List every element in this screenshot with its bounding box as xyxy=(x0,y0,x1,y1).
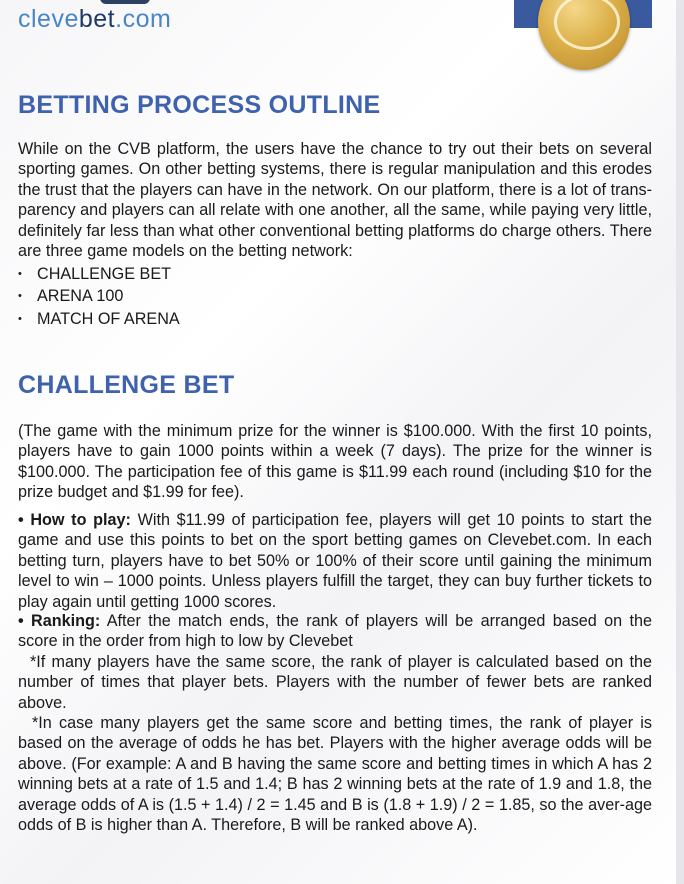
ranking-note-2: *In case many players get the same score and betting times, the rank of player is based on the average of odds he has bet. Players with the higher average odds will be above. (For example: A and B having the same score and betting times in which A has 2 winning bets at a rate of 1.5 and 1.4; B has 2 winning bets at the rate of 1.9 and 1.8, the average odds of A is (1.5 + 1.4) / 2 = 1.45 and B is (1.8 + 1.9) / 2 = 1.85, so the aver-age odds of B is higher than A. Therefore, B will be ranked above A). xyxy=(18,714,652,835)
section-title-betting-process: BETTING PROCESS OUTLINE xyxy=(18,91,381,119)
list-item: • MATCH OF ARENA xyxy=(18,308,180,330)
brand-wordmark xyxy=(18,4,171,34)
ranking-note-1: *If many players have the same score, the rank of player is calculated based on the number of times that player bets. Players with the number of fewer bets are ranked above. xyxy=(18,653,652,712)
how-to-play-label: • How to play: xyxy=(18,511,131,529)
brand-part-cleve: cleve xyxy=(18,5,79,33)
seal-ring xyxy=(554,0,620,50)
section1-intro: While on the CVB platform, the users have the chance to try out their bets on several sporting games. On other betting systems, there is regular manipulation and this erodes the trust that the players can have in the network. On our platform, there is a lot of trans-parency and players can all relate with one another, all the same, while paying very little, definitely far less than what other conventional betting platforms do charge others. There are three game models on the betting network: xyxy=(18,140,652,261)
game-models-list xyxy=(18,263,180,330)
how-to-play-text: With $11.99 of participation fee, players will get 10 points to start the game and use this points to bet on the sport betting games on Clevebet.com. In each betting turn, players have to bet 50% or 100% of their score until gaining the minimum level to win – 1000 points. Unless players fulfill the target, they can buy further tickets to play again until getting 1000 scores. xyxy=(18,511,652,611)
section-title-challenge-bet: CHALLENGE BET xyxy=(18,371,235,399)
ranking-paragraph xyxy=(18,611,652,652)
ranking-label: • Ranking: xyxy=(18,612,101,630)
brand-part-com: .com xyxy=(115,5,172,33)
challenge-intro: (The game with the minimum prize for the winner is $100.000. With the first 10 points, players have to gain 1000 points within a week (7 days). The prize for the winner is $100.000. The participation fee of this game is $11.99 each round (including $10 for the prize budget and $1.99 for fee). xyxy=(18,422,652,502)
how-to-play-paragraph xyxy=(18,510,652,612)
list-item: • CHALLENGE BET xyxy=(18,263,180,285)
list-item: • ARENA 100 xyxy=(18,285,180,307)
brand-part-bet: bet xyxy=(78,5,116,33)
gold-seal-icon xyxy=(538,0,630,70)
page-edge-strip xyxy=(676,0,684,884)
ranking-text: After the match ends, the rank of players will be arranged based on the score in the order from high to low by Clevebet xyxy=(18,612,652,651)
